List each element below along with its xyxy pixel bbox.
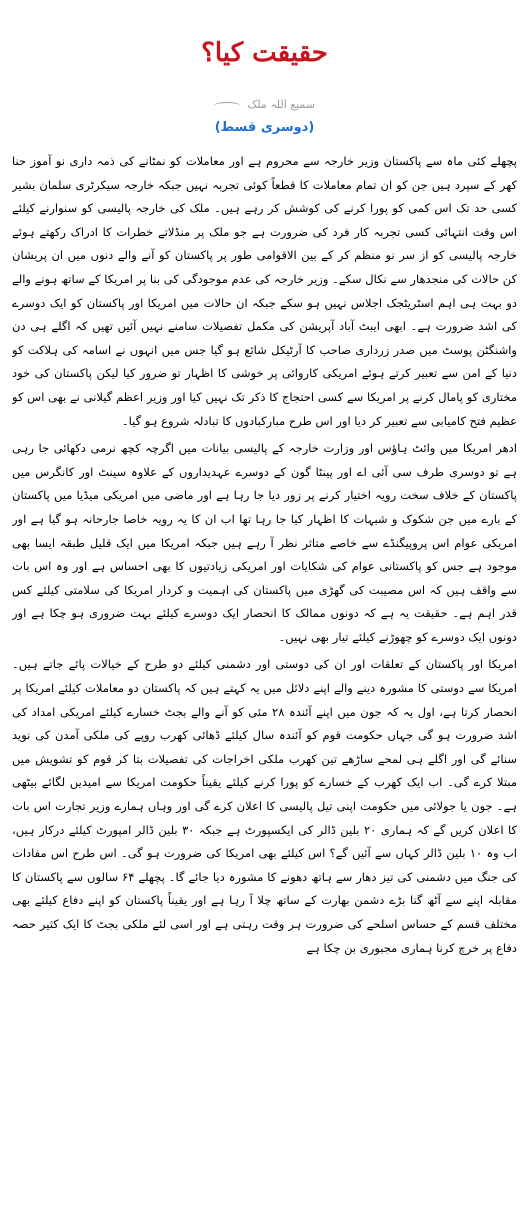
author-byline xyxy=(0,98,529,111)
author-name: سمیع اللہ ملک xyxy=(247,98,316,111)
paragraph-1: پچھلے کئی ماہ سے پاکستان وزیر خارجہ سے محروم ہے اور معاملات کو نمٹانے کی ذمہ داری نو آموز حنا کھر کے سپرد ہیں جن کو ان تمام معاملات کا قطعاً کوئی تجربہ نہیں جبکہ خارجہ سیکرٹری سلمان بشیر کسی حد تک اس کمی کو پورا کرنے کی کوشش کر رہے ہیں۔ ملک کی خارجہ پالیسی کو سنوارنے کیلئے اس وقت انتہائی کسی تجربہ کار فرد کی ضرورت ہے جو ملک پر منڈلاتے خطرات کا ادراک رکھتے ہوئے خارجہ پالیسی کو از سر نو منظم کر کے بین الاقوامی طور پر پاکستان کو آنے والے دنوں میں ان پریشان کن حالات کی منجدھار سے نکال سکے۔ وزیر خارجہ کی عدم موجودگی کی بنا پر امریکا کے ساتھ ہونے والے دو بہت ہی اہم اسٹریٹجک اجلاس نہیں ہو سکے جبکہ ان حالات میں امریکا اور پاکستان کو ایک دوسرے کی اشد ضرورت ہے۔ ابھی ایبٹ آباد آپریشن کی مکمل تفصیلات سامنے نہیں آئیں تھیں کہ اگلے ہی دن واشنگٹن پوسٹ میں صدر زرداری صاحب کا آرٹیکل شائع ہو گیا جس میں انہوں نے اسامہ کی ہلاکت کو دنیا کے امن سے تعبیر کرتے ہوئے امریکی کاروائی پر خوشی کا اظہار تو ضرور کیا لیکن پاکستان کی خود مختاری کو پامال کرنے پر امریکا سے کسی احتجاج کا ذکر تک نہیں کیا اور وزیر اعظم گیلانی نے بھی اس کو عظیم فتح کامیابی سے تعبیر کر دیا اور اس طرح مبارکبادوں کا تبادلہ شروع ہو گیا۔ xyxy=(12,154,517,428)
article-title: حقیقت کیا؟ xyxy=(201,38,328,68)
paragraph-2: ادھر امریکا میں وائٹ ہاؤس اور وزارت خارجہ کے پالیسی بیانات میں اگرچہ کچھ نرمی دکھائی جا رہی ہے تو دوسری طرف سی آئی اے اور پینٹا گون کے دوسرے عہدیداروں کے علاوہ سینٹ اور کانگرس میں پاکستان کے خلاف سخت رویہ اختیار کرنے پر زور دیا جا رہا ہے اور ماضی میں امریکی میڈیا میں پاکستان کے بارے میں جن شکوک و شبہات کا اظہار کیا جا رہا تھا اب ان کا یہ رویہ خاصا جارحانہ ہو گیا ہے اور امریکی عوام اس پروپیگنڈے سے خاصے متاثر نظر آ رہے ہیں جبکہ امریکا میں ایک قلیل طبقہ ایسا بھی موجود ہے جس کو پاکستانی عوام کی شکایات اور امریکی زیادتیوں کا بھی احساس ہے اور وہ اس بات سے واقف ہیں کہ اس مصیبت کی گھڑی میں پاکستان کی اہمیت و کردار امریکا کی سلامتی کیلئے کس قدر اہم ہے۔ حقیقت یہ ہے کہ دونوں ممالک کا انحصار ایک دوسرے کیلئے بہت ضروری ہو چکا ہے اور دونوں ایک دوسرے کو چھوڑنے کیلئے تیار بھی نہیں۔ xyxy=(12,441,517,644)
article-body xyxy=(12,150,517,1205)
calligraphy-flourish-icon xyxy=(214,102,240,109)
paragraph-3: امریکا اور پاکستان کے تعلقات اور ان کی دوستی اور دشمنی کیلئے دو طرح کے خیالات پائے جاتے ہیں۔ امریکا سے دوستی کا مشورہ دینے والے اپنے دلائل میں یہ کہتے ہیں کہ پاکستان دو معاملات کیلئے امریکا پر انحصار کرتا ہے، اول یہ کہ جون میں اپنے آئندہ ۲۸ مئی کو آنے والے بجٹ خسارے کیلئے امریکی امداد کی اشد ضرورت ہو گی جہاں حکومت قوم کو آئندہ سال کیلئے ڈھائی کھرب روپے کی ملکی آمدن کی نوید سنائے گی اور اگلے ہی لمحے ساڑھے تین کھرب ملکی اخراجات کی تفصیلات بتا کر قوم کو تشویش میں مبتلا کرے گی۔ اب ایک کھرب کے خسارے کو پورا کرنے کیلئے یقیناً حکومت امریکا سے امیدیں لگائے بیٹھی ہے۔ جون یا جولائی میں حکومت اپنی تیل پالیسی کا اعلان کرے گی اور وہاں ہمارے وزیر تجارت اس بات کا اعلان کریں گے کہ ہماری ۲۰ بلین ڈالر کی ایکسپورٹ ہے جبکہ ۳۰ بلین ڈالر امپورٹ کیلئے درکار ہیں، اب وہ ۱۰ بلین ڈالر کہاں سے آئیں گے؟ اس کیلئے بھی امریکا کی ضرورت ہو گی۔ اس طرح اس مفادات کی جنگ میں دشمنی کی تیز دھار سے ہاتھ دھونے کا مشورہ دیا جائے گا۔ پچھلے ۶۴ سالوں سے پاکستان کا مقابلہ اپنے سے آٹھ گنا بڑے دشمن بھارت کے ساتھ چلا آ رہا ہے اور یقیناً پاکستان کو اپنے دفاع کیلئے بھی مختلف قسم کے حساس اسلحے کی ضرورت ہر وقت رہتی ہے اور اسی لئے ملکی بجٹ کا ایک کثیر حصہ دفاع پر خرچ کرنا ہماری مجبوری بن چکا ہے xyxy=(12,657,517,955)
article-subtitle: (دوسری قسط) xyxy=(214,120,315,135)
